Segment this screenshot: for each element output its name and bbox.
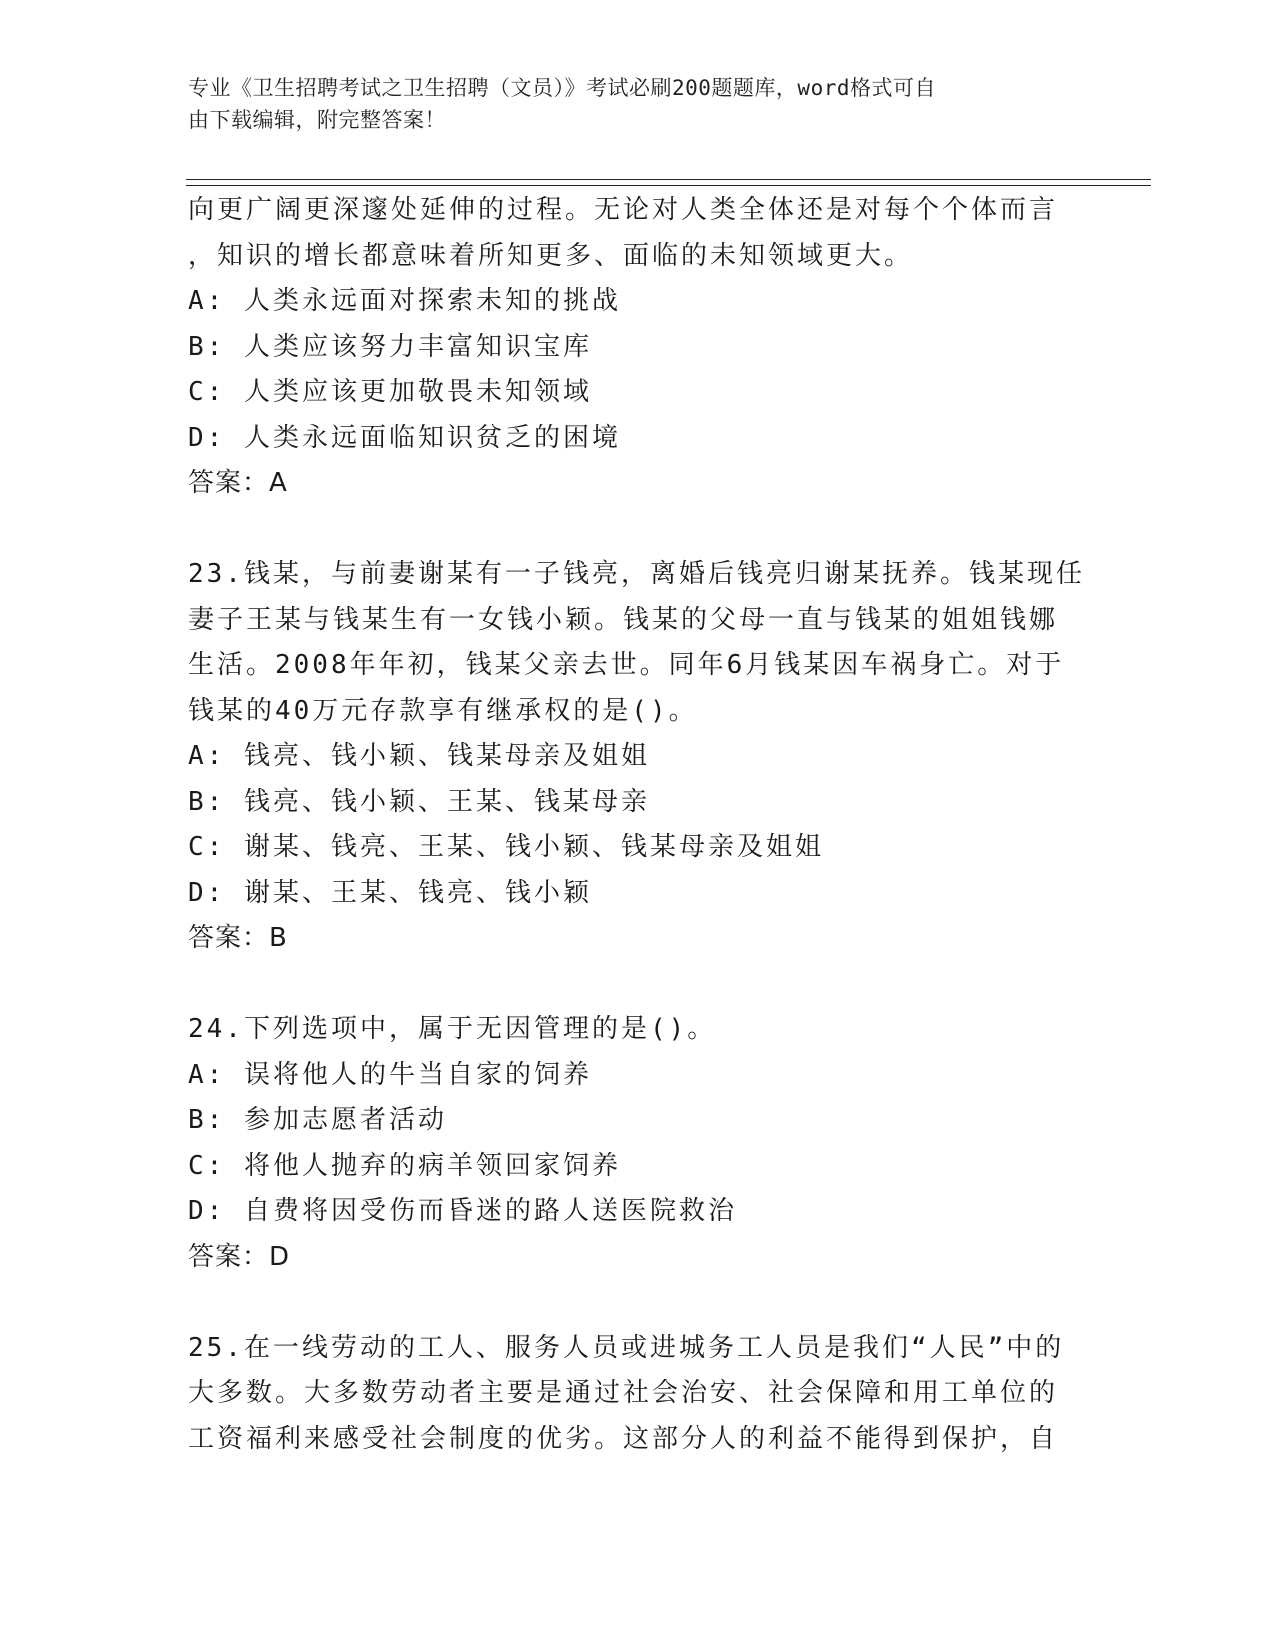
header-divider-top (186, 179, 1151, 180)
question-stem-line: 25.在一线劳动的工人、服务人员或进城务工人员是我们“人民”中的 (188, 1332, 1065, 1363)
option-c: C: 谢某、钱亮、王某、钱小颖、钱某母亲及姐姐 (188, 832, 824, 862)
spacer (188, 507, 1088, 553)
spacer (188, 962, 1088, 1008)
header-divider-bottom (186, 185, 1151, 186)
answer-label: 答案：A (188, 468, 288, 498)
question-stem-line: 妻子王某与钱某生有一女钱小颖。钱某的父母一直与钱某的姐姐钱娜 (188, 604, 1059, 635)
option-a: A: 钱亮、钱小颖、钱某母亲及姐姐 (188, 741, 650, 771)
question-23 (188, 552, 1088, 962)
question-22 (188, 188, 1088, 507)
option-a: A: 误将他人的牛当自家的饲养 (188, 1059, 592, 1090)
question-stem-line: 工资福利来感受社会制度的优劣。这部分人的利益不能得到保护，自 (188, 1423, 1059, 1454)
option-c: C: 人类应该更加敬畏未知领域 (188, 377, 592, 407)
option-d: D: 人类永远面临知识贫乏的困境 (188, 422, 621, 453)
question-stem-line: 24.下列选项中，属于无因管理的是()。 (188, 1014, 717, 1044)
question-stem-line: 钱某的40万元存款享有继承权的是()。 (188, 695, 698, 726)
question-24 (188, 1007, 1088, 1280)
header-line-1: 专业《卫生招聘考试之卫生招聘（文员）》考试必刷200题题库，word格式可自 (188, 76, 936, 100)
document-header (188, 72, 1068, 136)
option-c: C: 将他人抛弃的病羊领回家饲养 (188, 1150, 621, 1181)
option-b: B: 钱亮、钱小颖、王某、钱某母亲 (188, 786, 650, 817)
answer-label: 答案：B (188, 923, 288, 953)
option-b: B: 人类应该努力丰富知识宝库 (188, 331, 592, 362)
option-d: D: 谢某、王某、钱亮、钱小颖 (188, 877, 592, 908)
question-stem-line: ，知识的增长都意味着所知更多、面临的未知领域更大。 (188, 240, 914, 271)
question-25 (188, 1326, 1088, 1463)
question-stem-line: 大多数。大多数劳动者主要是通过社会治安、社会保障和用工单位的 (188, 1378, 1059, 1408)
option-a: A: 人类永远面对探索未知的挑战 (188, 286, 621, 316)
header-line-2: 由下载编辑，附完整答案！ (188, 108, 446, 132)
spacer (188, 1280, 1088, 1326)
question-stem-line: 生活。2008年年初，钱某父亲去世。同年6月钱某因车祸身亡。对于 (188, 650, 1065, 680)
question-stem-line: 23.钱某，与前妻谢某有一子钱亮，离婚后钱亮归谢某抚养。钱某现任 (188, 559, 1085, 589)
document-body (188, 188, 1088, 1462)
answer-label: 答案：D (188, 1241, 291, 1272)
question-stem-line: 向更广阔更深邃处延伸的过程。无论对人类全体还是对每个个体而言 (188, 195, 1059, 225)
option-b: B: 参加志愿者活动 (188, 1105, 447, 1135)
option-d: D: 自费将因受伤而昏迷的路人送医院救治 (188, 1196, 737, 1226)
